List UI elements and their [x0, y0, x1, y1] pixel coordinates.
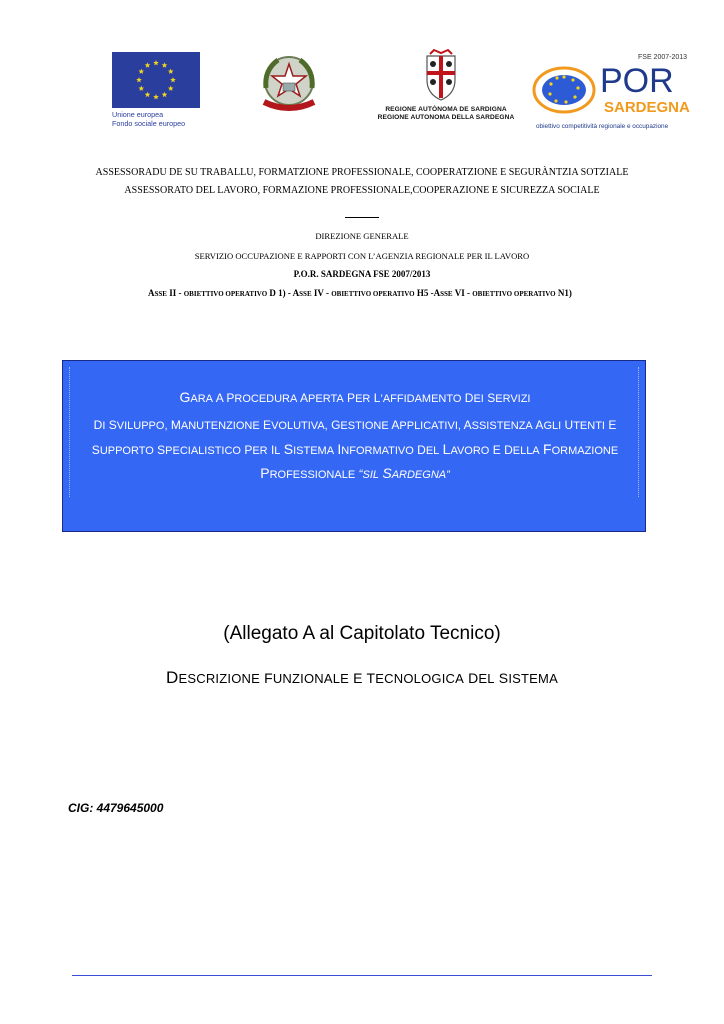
- document-subtitle: DESCRIZIONE FUNZIONALE E TECNOLOGICA DEL SISTEMA: [166, 668, 558, 687]
- asse-a2b: SSE: [299, 290, 312, 298]
- eu-logo-text: [112, 110, 222, 128]
- assessorato-heading: ASSESSORATO DEL LAVORO, FORMAZIONE PROFESSIONALE,COOPERAZIONE E SICUREZZA SOCIALE: [124, 185, 600, 196]
- tender-line-2: DI SVILUPPO, MANUTENZIONE EVOLUTIVA, GESTIONE APPLICATIVI, ASSISTENZA AGLI UTENTI E: [93, 418, 617, 432]
- italian-republic-emblem: [256, 50, 322, 116]
- sardegna-logo-text: [366, 106, 526, 122]
- servizio-line: SERVIZIO OCCUPAZIONE E RAPPORTI CON L’AGENZIA REGIONALE PER IL LAVORO: [194, 251, 530, 261]
- cig-code: CIG: 4479645000: [68, 801, 164, 815]
- por-fse-label: FSE 2007-2013: [638, 54, 688, 61]
- asse-o2: OBIETTIVO OPERATIVO: [331, 290, 415, 298]
- por-sardegna-line: P.O.R. SARDEGNA FSE 2007/2013: [293, 269, 431, 279]
- asse-o3: OBIETTIVO OPERATIVO: [472, 290, 556, 298]
- document-title: (Allegato A al Capitolato Tecnico): [223, 623, 501, 644]
- tender-line-4a: PROFESSIONALE: [260, 465, 356, 481]
- header-divider: [345, 217, 379, 218]
- sardegna-line-1: REGIONE AUTÒNOMA DE SARDIGNA: [385, 106, 507, 113]
- logo-bar: [0, 44, 724, 134]
- por-region: SARDEGNA: [604, 99, 690, 116]
- asse-a1b: SSE: [154, 290, 167, 298]
- por-title: POR: [600, 62, 674, 100]
- eu-line-1: Unione europea: [112, 110, 164, 119]
- asse-v3: N1): [555, 288, 572, 298]
- eu-line-2: Fondo sociale europeo: [112, 119, 186, 128]
- asse-v2: H5 -: [414, 288, 434, 298]
- tender-line-1: GARA A PROCEDURA APERTA PER L’AFFIDAMENTO DEI SERVIZI: [179, 389, 531, 405]
- tender-line-4: [63, 465, 647, 483]
- sardegna-coat-of-arms: [420, 52, 462, 102]
- eu-flag-logo: [112, 52, 200, 108]
- asse-t1: II -: [166, 288, 184, 298]
- tender-line-4b: “SIL SARDEGNA”: [358, 465, 450, 481]
- direzione-generale: DIREZIONE GENERALE: [315, 231, 409, 241]
- asse-a2: A: [292, 288, 300, 298]
- por-sardegna-logo: [530, 44, 690, 134]
- tender-line-3: SUPPORTO SPECIALISTICO PER IL SISTEMA INFORMATIVO DEL LAVORO E DELLA FORMAZIONE: [91, 441, 619, 457]
- asse-t3: VI -: [452, 288, 473, 298]
- asse-t2: IV -: [311, 288, 332, 298]
- footer-divider: [72, 975, 652, 976]
- asse-a3: A: [433, 288, 441, 298]
- assessoradu-heading: ASSESSORADU DE SU TRABALLU, FORMATZIONE PROFESSIONALE, COOPERATZIONE E SEGURÀNTZIA SOTZIALE: [95, 167, 629, 178]
- por-tagline: obiettivo competitività regionale e occupazione: [536, 123, 669, 130]
- asse-v1: D 1) -: [267, 288, 293, 298]
- sardegna-line-2: REGIONE AUTONOMA DELLA SARDEGNA: [377, 114, 515, 121]
- asse-line: [148, 286, 668, 301]
- asse-a1: A: [148, 288, 155, 298]
- tender-title-box: [62, 360, 646, 532]
- asse-o1: OBIETTIVO OPERATIVO: [183, 290, 268, 298]
- asse-a3b: SSE: [440, 290, 453, 298]
